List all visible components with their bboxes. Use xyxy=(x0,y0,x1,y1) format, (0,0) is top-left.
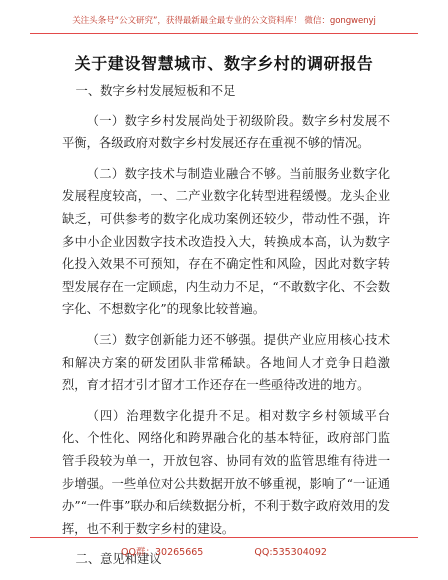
header-divider xyxy=(30,33,418,34)
document-body xyxy=(62,80,390,578)
header-banner: 关注头条号“公文研究”，获得最新最全最专业的公文资料库！ 微信：gongwenyj xyxy=(72,16,376,26)
footer-qq-group: QQ群：30265665 xyxy=(121,547,204,558)
paragraph-1: （一）数字乡村发展尚处于初级阶段。数字乡村发展不平衡，各级政府对数字乡村发展还存在重视不够的情况。 xyxy=(62,113,390,151)
paragraph-3: （三）数字创新能力还不够强。提供产业应用核心技术和解决方案的研发团队非常稀缺。各地间人才竞争日趋激烈，育才招才引才留才工作还存在一些亟待改进的地方。 xyxy=(62,332,390,393)
footer xyxy=(0,544,448,558)
paragraph-4: （四）治理数字化提升不足。相对数字乡村领域平台化、个性化、网络化和跨界融合化的基本特征，政府部门监管手段较为单一，开放包容、协同有效的监管思维有待进一步增强。一些单位对公共数据开放不够重视，影响了“一证通办”“一件事”联办和后续数据分析，不利于数字政府效用的发挥，也不利于数字乡村的建设。 xyxy=(62,408,390,536)
paragraph-2: （二）数字技术与制造业融合不够。当前服务业数字化发展程度较高，一、二产业数字化转型进程缓慢。龙头企业缺乏，可供参考的数字化成功案例还较少，带动性不强，许多中小企业因数字技术改造投入大，转换成本高，认为数字化投入效果不可预知，存在不确定性和风险，因此对数字转型发展存在一定顾虑，内生动力不足，“不敢数字化、不会数字化、不想数字化”的现象比较普遍。 xyxy=(62,166,390,317)
document-title: 关于建设智慧城市、数字乡村的调研报告 xyxy=(74,54,374,73)
footer-divider xyxy=(30,537,418,538)
footer-qq: QQ:535304092 xyxy=(254,547,327,558)
section-heading-2: 二、意见和建议 xyxy=(75,552,162,567)
section-heading-1: 一、数字乡村发展短板和不足 xyxy=(75,84,236,98)
